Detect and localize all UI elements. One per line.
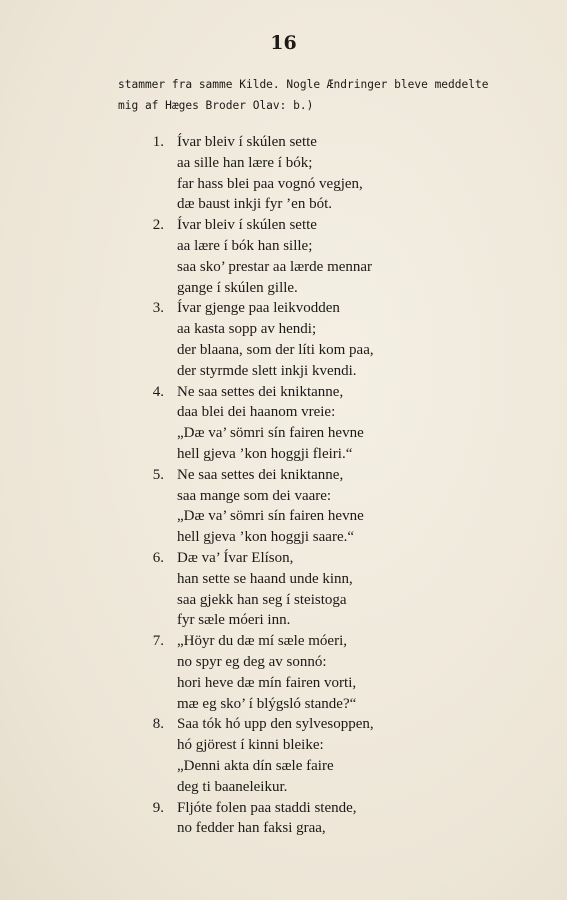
verse-line: no fedder han faksi graa, (177, 820, 326, 837)
verse-line: aa sille han lære í bók; (177, 154, 313, 171)
verse-line: mæ eg sko’ í blýgsló stande?“ (177, 695, 357, 712)
stanza-number: 6. (152, 549, 164, 566)
verse-line: hó gjörest í kinni bleike: (177, 737, 324, 754)
verse-line: „Denni akta dín sæle faire (177, 757, 334, 774)
intro-line: stammer fra samme Kilde. Nogle Ændringer bleve meddelte (118, 78, 489, 91)
verse-line: far hass blei paa vognó vegjen, (177, 175, 363, 192)
verse-line: der styrmde slett inkji kvendi. (177, 362, 357, 379)
stanza-number: 5. (152, 466, 164, 483)
stanza-number: 2. (152, 217, 164, 234)
verse-line: Saa tók hó upp den sylvesoppen, (177, 716, 374, 733)
verse-line: daa blei dei haanom vreie: (177, 404, 336, 421)
verse-line: deg ti baaneleikur. (177, 778, 288, 795)
verse-line: der blaana, som der líti kom paa, (177, 341, 374, 358)
stanza-number: 1. (152, 134, 164, 150)
stanza-number: 7. (152, 633, 164, 650)
verse-line: „Dæ va’ sömri sín fairen hevne (177, 508, 364, 525)
verse-line: gange í skúlen gille. (177, 279, 298, 296)
verse-line: Ívar bleiv í skúlen sette (177, 134, 317, 150)
verse-line: hori heve dæ mín fairen vorti, (177, 674, 357, 691)
intro-note (118, 74, 543, 116)
stanza (140, 465, 450, 548)
verse-line: Ívar gjenge paa leikvodden (177, 300, 340, 317)
stanza-number: 4. (152, 383, 164, 400)
verse-line: dæ baust inkji fyr ’en bót. (177, 196, 332, 213)
stanza (140, 714, 450, 797)
verse-line: hell gjeva ’kon hoggji fleiri.“ (177, 445, 353, 462)
verse-line: hell gjeva ’kon hoggji saare.“ (177, 529, 355, 546)
verse-line: aa lære í bók han sille; (177, 237, 313, 254)
verse-line: Fljóte folen paa staddi stende, (177, 799, 357, 816)
verse-line: saa mange som dei vaare: (177, 487, 332, 504)
verse-line: fyr sæle móeri inn. (177, 612, 291, 629)
verse-line: saa sko’ prestar aa lærde mennar (177, 258, 373, 275)
stanza (140, 798, 450, 840)
verse-line: han sette se haand unde kinn, (177, 570, 353, 587)
stanza-number: 9. (152, 799, 164, 816)
verse-line: Ne saa settes dei kniktanne, (177, 383, 344, 400)
stanza (140, 298, 450, 381)
stanza (140, 548, 450, 631)
verse-line: Dæ va’ Ívar Elíson, (177, 549, 294, 566)
stanza (140, 215, 450, 298)
stanza (140, 631, 450, 714)
verse-line: no spyr eg deg av sonnó: (177, 653, 327, 670)
stanza (140, 132, 450, 215)
verse-line: Ívar bleiv í skúlen sette (177, 217, 317, 234)
stanza (140, 382, 450, 465)
poem (140, 132, 450, 839)
verse-line: saa gjekk han seg í steistoga (177, 591, 347, 608)
verse-line: „Dæ va’ sömri sín fairen hevne (177, 425, 364, 442)
stanza-number: 8. (152, 716, 164, 733)
page-number: 16 (270, 32, 297, 54)
verse-line: aa kasta sopp av hendi; (177, 321, 317, 338)
verse-line: Ne saa settes dei kniktanne, (177, 466, 344, 483)
verse-line: „Höyr du dæ mí sæle móeri, (177, 633, 347, 650)
stanza-number: 3. (152, 300, 164, 317)
intro-line: mig af Hæges Broder Olav: b.) (118, 99, 314, 112)
